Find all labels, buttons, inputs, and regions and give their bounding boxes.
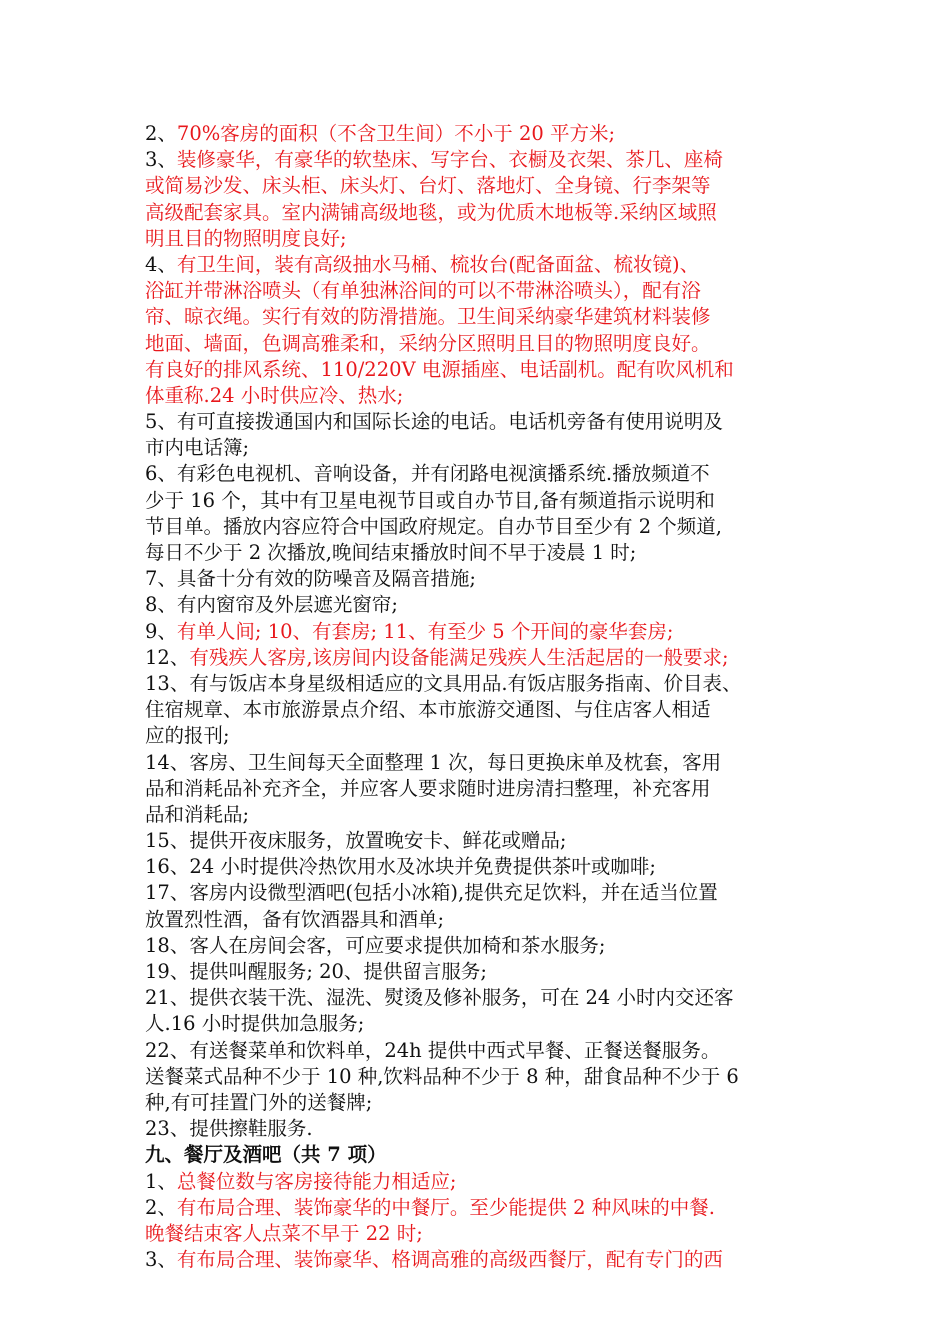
text-line: [145, 147, 825, 173]
text-line: [145, 592, 825, 618]
body-text: 23、提供擦鞋服务.: [145, 1117, 313, 1141]
text-line: [145, 776, 825, 802]
text-line: [145, 1142, 825, 1168]
body-text: 市内电话簿;: [145, 436, 250, 460]
highlighted-text: 70%客房的面积（不含卫生间）不小于 20 平方米;: [176, 122, 616, 145]
body-text: 1、: [145, 1169, 177, 1193]
body-text: 5、有可直接拨通国内和国际长途的电话。电话机旁备有使用说明及: [145, 410, 723, 434]
highlighted-text: 浴缸并带淋浴喷头（有单独淋浴间的可以不带淋浴喷头），配有浴: [145, 279, 701, 303]
text-line: [145, 828, 825, 854]
highlighted-text: 有布局合理、装饰豪华、格调高雅的高级西餐厅，配有专门的西: [176, 1248, 723, 1272]
body-text: 种,有可挂置门外的送餐牌;: [145, 1090, 373, 1114]
text-line: [145, 226, 825, 252]
text-line: [145, 357, 825, 383]
highlighted-text: 高级配套家具。室内满铺高级地毯，或为优质木地板等.采纳区域照: [145, 200, 717, 224]
body-text: 应的报刊;: [145, 724, 230, 748]
highlighted-text: 或简易沙发、床头柜、床头灯、台灯、落地灯、全身镜、行李架等: [145, 174, 711, 198]
text-line: [145, 383, 825, 409]
text-line: [145, 1195, 825, 1221]
body-text: 3、: [145, 148, 177, 172]
document-body: [145, 121, 825, 1273]
text-line: [145, 1038, 825, 1064]
body-text: 9、: [145, 619, 177, 643]
text-line: [145, 750, 825, 776]
body-text: 住宿规章、本市旅游景点介绍、本市旅游交通图、与住店客人相适: [145, 698, 711, 722]
text-line: [145, 409, 825, 435]
body-text: 18、客人在房间会客，可应要求提供加椅和茶水服务;: [145, 933, 606, 957]
text-line: [145, 435, 825, 461]
text-line: [145, 304, 825, 330]
text-line: [145, 645, 825, 671]
body-text: 2、: [145, 1195, 177, 1219]
text-line: [145, 959, 825, 985]
body-text: 17、客房内设微型酒吧(包括小冰箱),提供充足饮料，并在适当位置: [145, 881, 718, 905]
body-text: 21、提供衣装干洗、湿洗、熨烫及修补服务，可在 24 小时内交还客: [145, 986, 734, 1010]
body-text: 12、: [145, 645, 190, 669]
text-line: [145, 671, 825, 697]
body-text: 13、有与饭店本身星级相适应的文具用品.有饭店服务指南、价目表、: [145, 671, 742, 695]
text-line: [145, 252, 825, 278]
highlighted-text: 帘、晾衣绳。实行有效的防滑措施。卫生间采纳豪华建筑材料装修: [145, 305, 711, 329]
body-text: 6、有彩色电视机、音响设备，并有闭路电视演播系统.播放频道不: [145, 462, 710, 486]
highlighted-text: 有单人间; 10、有套房; 11、有至少 5 个开间的豪华套房;: [176, 619, 674, 643]
body-text: 人.16 小时提供加急服务;: [145, 1012, 365, 1036]
highlighted-text: 地面、墙面，色调高雅柔和，采纳分区照明且目的物照明度良好。: [145, 331, 711, 355]
text-line: [145, 540, 825, 566]
body-text: 送餐菜式品种不少于 10 种,饮料品种不少于 8 种，甜食品种不少于 6: [145, 1064, 739, 1088]
body-text: 少于 16 个，其中有卫星电视节目或自办节目,备有频道指示说明和: [145, 488, 715, 512]
text-line: [145, 985, 825, 1011]
text-line: [145, 200, 825, 226]
body-text: 节目单。播放内容应符合中国政府规定。自办节目至少有 2 个频道,: [145, 514, 723, 538]
highlighted-text: 有卫生间，装有高级抽水马桶、梳妆台(配备面盆、梳妆镜)、: [176, 252, 700, 276]
text-line: [145, 488, 825, 514]
body-text: 2、: [145, 122, 177, 145]
body-text: 19、提供叫醒服务; 20、提供留言服务;: [145, 960, 487, 983]
highlighted-text: 明且目的物照明度良好;: [145, 226, 347, 250]
text-line: [145, 1169, 825, 1195]
highlighted-text: 装修豪华，有豪华的软垫床、写字台、衣橱及衣架、茶几、座椅: [176, 148, 723, 172]
text-line: [145, 1221, 825, 1247]
body-text: 每日不少于 2 次播放,晚间结束播放时间不早于凌晨 1 时;: [145, 541, 637, 564]
text-line: [145, 1116, 825, 1142]
body-text: 14、客房、卫生间每天全面整理 1 次，每日更换床单及枕套，客用: [145, 750, 722, 774]
text-line: [145, 880, 825, 906]
body-text: 8、有内窗帘及外层遮光窗帘;: [145, 593, 398, 617]
body-text: 3、: [145, 1248, 177, 1272]
text-line: [145, 331, 825, 357]
text-line: [145, 461, 825, 487]
body-text: 16、24 小时提供冷热饮用水及冰块并免费提供茶叶或咖啡;: [145, 855, 656, 879]
text-line: [145, 121, 825, 147]
highlighted-text: 有残疾人客房,该房间内设备能满足残疾人生活起居的一般要求;: [189, 645, 729, 669]
text-line: [145, 1090, 825, 1116]
section-heading: 九、餐厅及酒吧（共 7 项）: [145, 1143, 387, 1167]
text-line: [145, 697, 825, 723]
highlighted-text: 总餐位数与客房接待能力相适应;: [176, 1169, 457, 1193]
text-line: [145, 278, 825, 304]
body-text: 放置烈性酒，备有饮酒器具和酒单;: [145, 907, 445, 931]
text-line: [145, 173, 825, 199]
highlighted-text: 晚餐结束客人点菜不早于 22 时;: [145, 1221, 423, 1245]
text-line: [145, 933, 825, 959]
text-line: [145, 854, 825, 880]
body-text: 15、提供开夜床服务，放置晚安卡、鲜花或赠品;: [145, 829, 567, 853]
body-text: 4、: [145, 252, 177, 276]
text-line: [145, 619, 825, 645]
highlighted-text: 有布局合理、装饰豪华的中餐厅。至少能提供 2 种风味的中餐.: [176, 1195, 715, 1219]
text-line: [145, 802, 825, 828]
text-line: [145, 1247, 825, 1273]
body-text: 7、具备十分有效的防噪音及隔音措施;: [145, 567, 476, 591]
body-text: 品和消耗品补充齐全，并应客人要求随时进房清扫整理，补充客用: [145, 776, 711, 800]
text-line: [145, 723, 825, 749]
text-line: [145, 566, 825, 592]
body-text: 品和消耗品;: [145, 802, 250, 826]
highlighted-text: 有良好的排风系统、110/220V 电源插座、电话副机。配有吹风机和: [145, 357, 734, 381]
text-line: [145, 1011, 825, 1037]
text-line: [145, 907, 825, 933]
text-line: [145, 514, 825, 540]
highlighted-text: 体重称.24 小时供应冷、热水;: [145, 383, 404, 407]
text-line: [145, 1064, 825, 1090]
body-text: 22、有送餐菜单和饮料单，24h 提供中西式早餐、正餐送餐服务。: [145, 1038, 721, 1062]
